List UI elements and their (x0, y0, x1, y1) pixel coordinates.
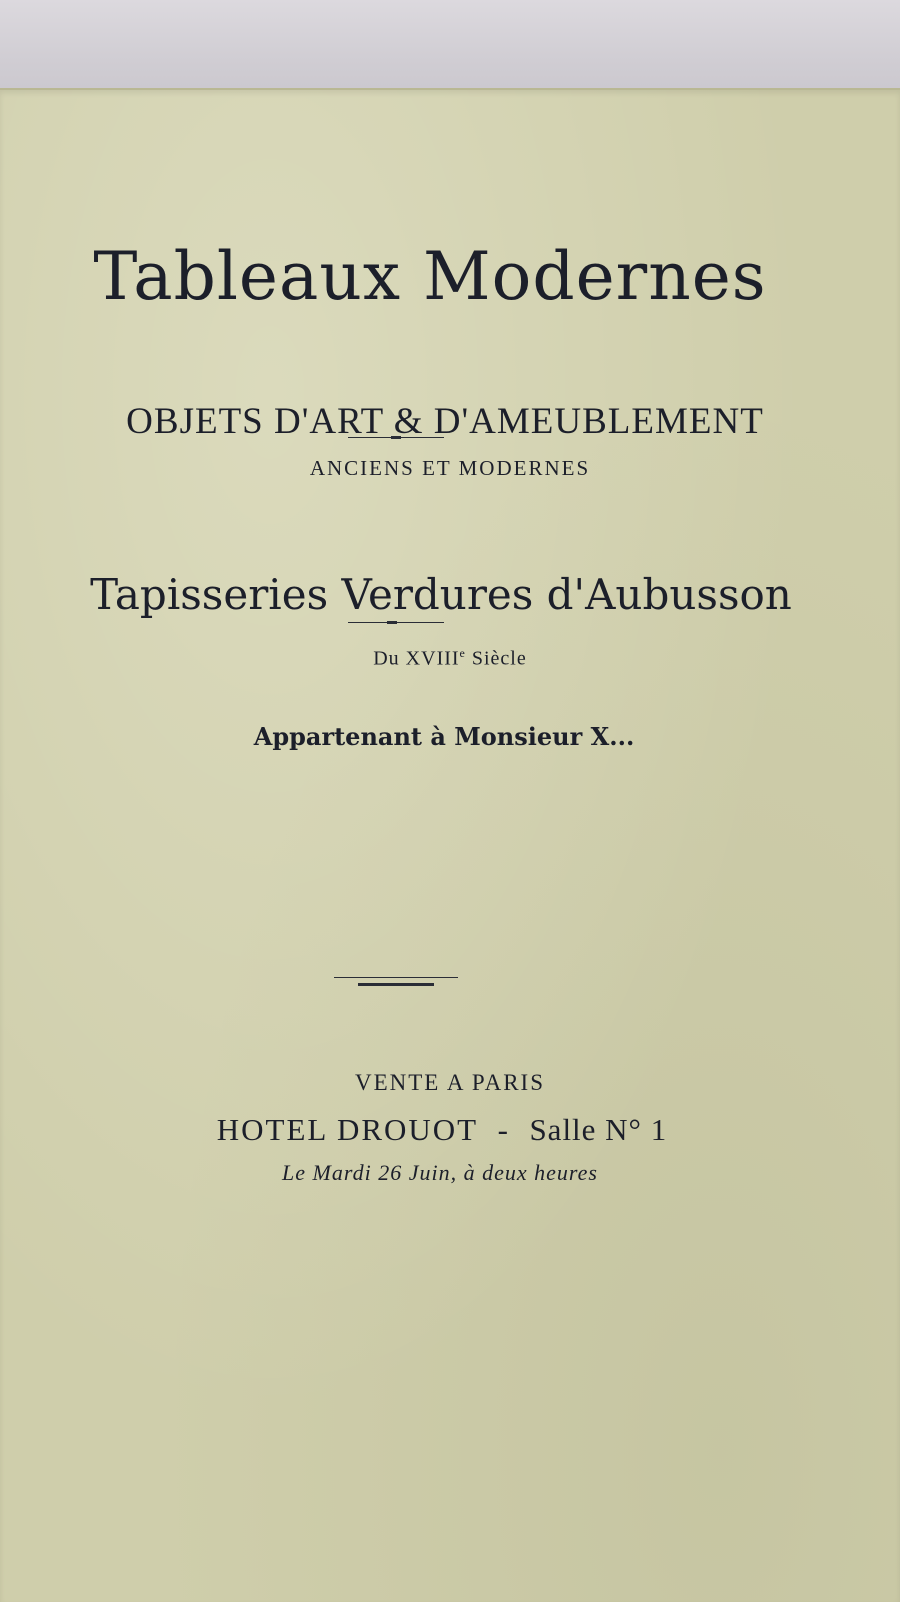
venue-name: HOTEL DROUOT (216, 1112, 479, 1147)
tapestries-heading: Tapisseries Verdures d'Aubusson (90, 570, 792, 619)
catalogue-cover (0, 88, 900, 1602)
divider-rule-thin (334, 977, 458, 978)
sale-location: VENTE A PARIS (354, 1070, 546, 1095)
owner-line: Appartenant à Monsieur X... (253, 722, 635, 751)
ornament-rule-2-dot (387, 621, 397, 624)
sale-date: Le Mardi 26 Juin, à deux heures (282, 1160, 598, 1185)
century-superscript: e (459, 646, 466, 660)
cover-title: Tableaux Modernes (93, 238, 767, 315)
room-number: Salle N° 1 (529, 1112, 668, 1147)
century-prefix: Du XVIII (373, 647, 460, 670)
century-suffix: Siècle (465, 647, 527, 670)
century-line (0, 646, 900, 671)
cover-subtitle: OBJETS D'ART & D'AMEUBLEMENT (126, 401, 764, 442)
cover-subtitle-detail: ANCIENS ET MODERNES (309, 456, 591, 480)
divider-rule-thick (358, 983, 434, 986)
venue-separator: - (497, 1112, 510, 1147)
venue-line (0, 1112, 892, 1148)
